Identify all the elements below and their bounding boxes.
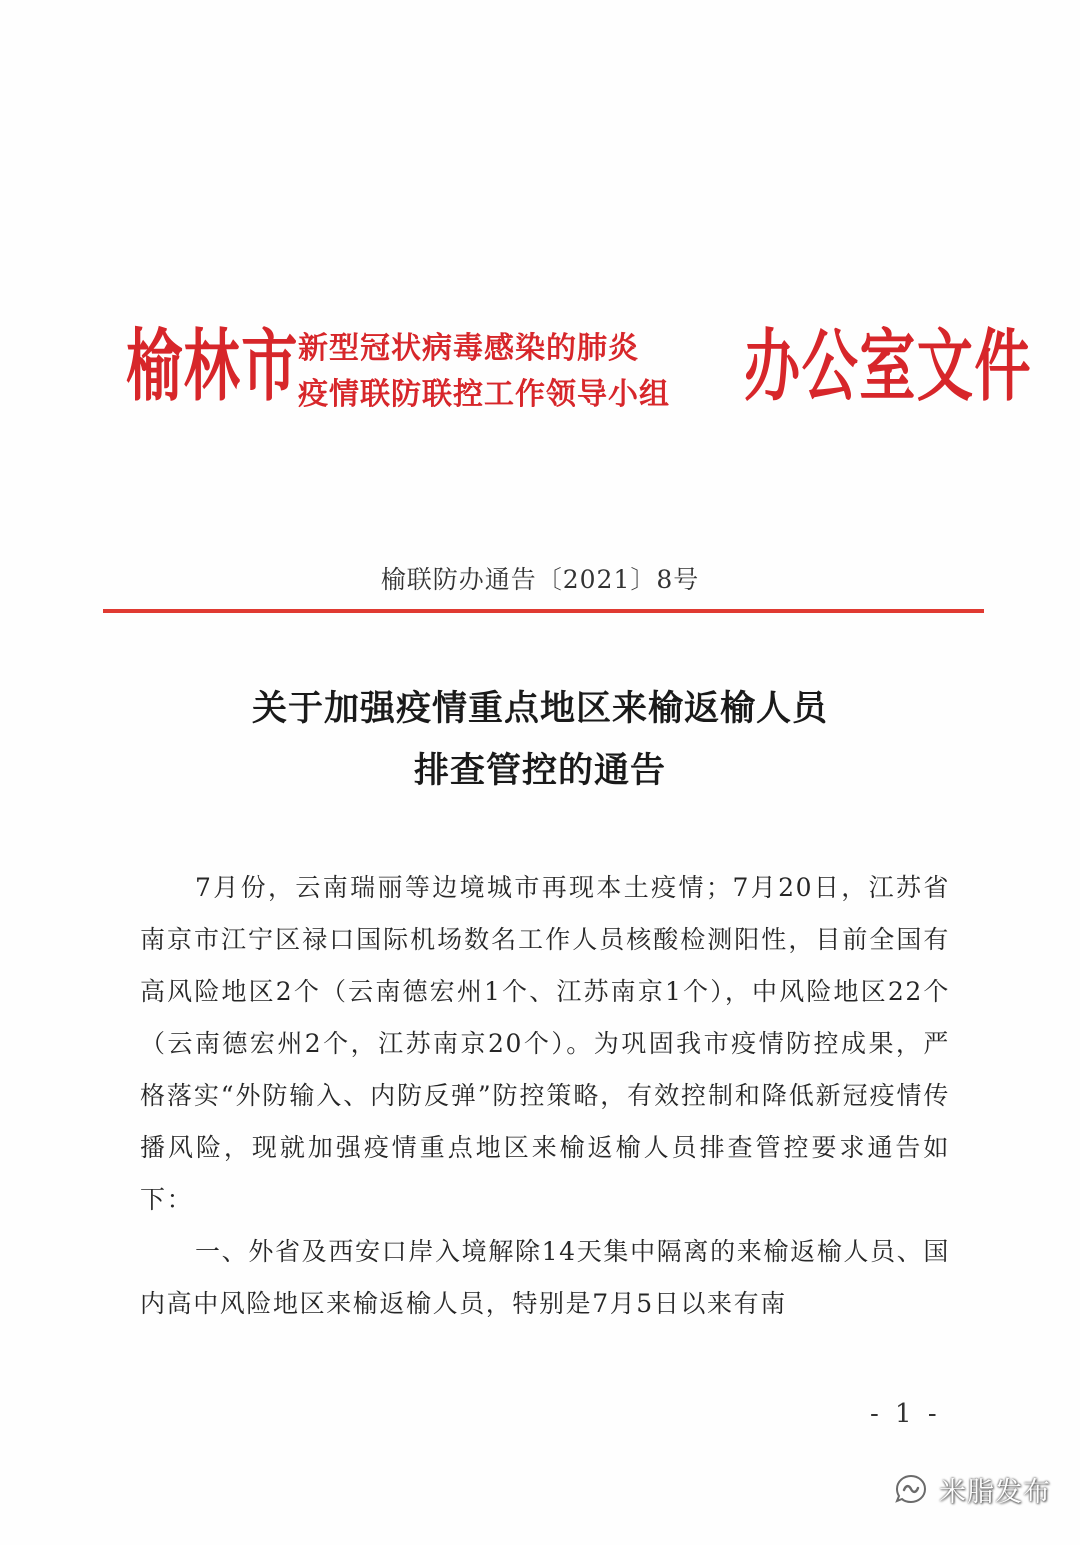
letterhead-city: 榆林市 [126,321,299,412]
letterhead-office: 办公室文件 [744,321,1033,412]
body-paragraph-1: 7月份，云南瑞丽等边境城市再现本土疫情；7月20日，江苏省南京市江宁区禄口国际机场数名工作人员核酸检测阳性，目前全国有高风险地区2个（云南德宏州1个、江苏南京1个），中风险地区22个（云南德宏州2个，江苏南京20个）。为巩固我市疫情防控成果，严格落实“外防输入、内防反弹”防控策略，有效控制和降低新冠疫情传播风险，现就加强疫情重点地区来榆返榆人员排查管控要求通告如下： [140,873,950,1214]
wechat-channel-icon [893,1473,929,1505]
document-number: 榆联防办通告〔2021〕8号 [380,565,700,594]
watermark-text: 米脂发布 [939,1476,1051,1508]
letterhead-organization-line1: 新型冠状病毒感染的肺炎 [298,331,639,366]
title-line-2: 排查管控的通告 [413,751,666,791]
page-number: - 1 - [870,1399,941,1429]
letterhead-organization [298,326,728,418]
document-title [0,678,1080,802]
document-body [140,862,950,1330]
letterhead-organization-line2: 疫情联防联控工作领导小组 [298,377,670,412]
body-paragraph-2: 一、外省及西安口岸入境解除14天集中隔离的来榆返榆人员、国内高中风险地区来榆返榆人员，特别是7月5日以来有南 [140,1237,950,1318]
title-line-1: 关于加强疫情重点地区来榆返榆人员 [251,689,828,729]
red-divider [103,609,984,613]
letterhead [120,300,1033,440]
watermark [893,1466,1051,1512]
